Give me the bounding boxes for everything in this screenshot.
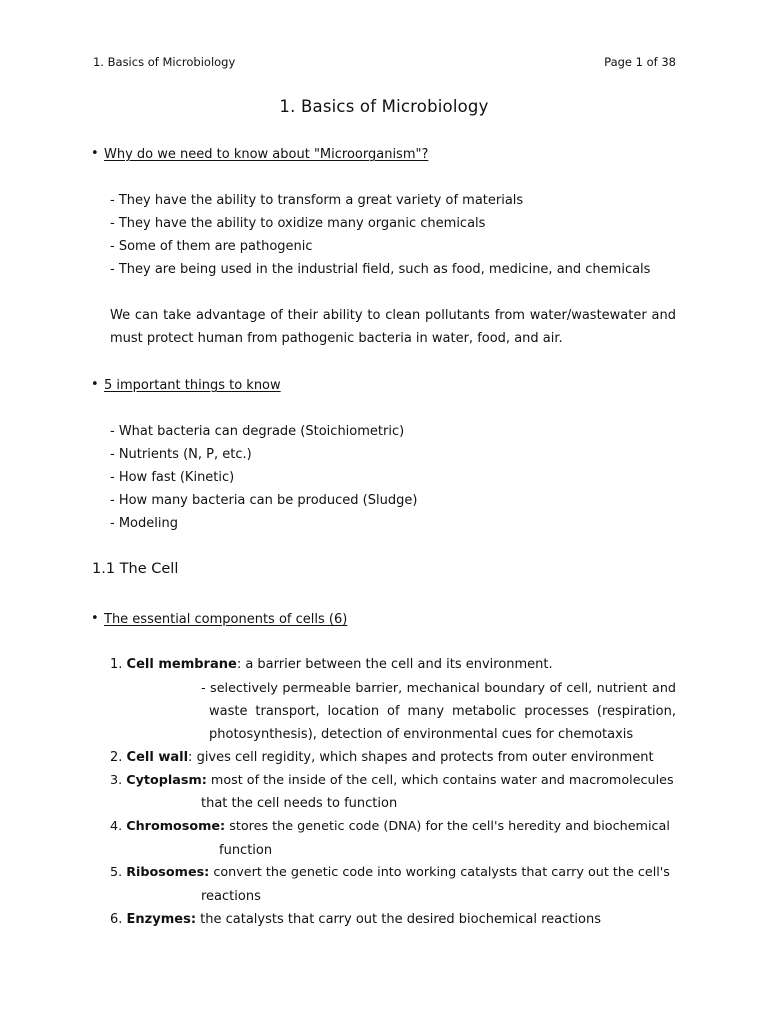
item-desc: gives cell regidity, which shapes and protects from outer environment [192,750,654,765]
item-continuation: reactions [201,889,261,904]
five-item: - What bacteria can degrade (Stoichiometric) [110,424,405,439]
five-item: - Nutrients (N, P, etc.) [110,447,252,462]
bullet-icon: • [91,377,99,392]
item-sub-line: waste transport, location of many metabolic processes (respiration, [209,704,676,719]
item-desc: most of the inside of the cell, which contains water and macromolecules [206,773,674,788]
item-desc: stores the genetic code (DNA) for the cell's heredity and biochemical [225,819,670,834]
component-item [110,772,674,789]
components-heading: The essential components of cells (6) [104,612,348,627]
item-desc: a barrier between the cell and its environment. [241,657,553,672]
five-heading: 5 important things to know [104,378,281,393]
why-heading: Why do we need to know about "Microorganism"? [104,147,429,162]
bullet-icon: • [91,611,99,626]
why-paragraph-line1: We can take advantage of their ability to clean pollutants from water/wastewater and [110,308,676,323]
item-continuation: that the cell needs to function [201,796,398,811]
item-term: Ribosomes: [126,865,210,880]
component-item [110,911,601,928]
five-item: - Modeling [110,516,178,531]
document-title: 1. Basics of Microbiology [279,97,489,116]
item-number: 1. [110,657,123,672]
running-header-title: 1. Basics of Microbiology [93,55,236,69]
item-term: Enzymes: [126,912,197,927]
why-item: - They have the ability to oxidize many organic chemicals [110,216,486,231]
item-desc: the catalysts that carry out the desired biochemical reactions [196,912,601,927]
item-sub-line: photosynthesis), detection of environmental cues for chemotaxis [209,727,634,742]
item-term: Cytoplasm: [126,773,207,788]
why-item: - Some of them are pathogenic [110,239,313,254]
item-term: Cell wall [126,750,189,765]
item-number: 4. [110,819,123,834]
item-continuation: function [219,843,273,858]
item-colon: : [188,750,193,765]
why-item: - They have the ability to transform a great variety of materials [110,193,524,208]
item-number: 6. [110,912,123,927]
bullet-icon: • [91,146,99,161]
item-number: 5. [110,865,123,880]
component-item [110,818,670,835]
item-desc: convert the genetic code into working catalysts that carry out the cell's [209,865,670,880]
why-paragraph-line2: must protect human from pathogenic bacteria in water, food, and air. [110,331,563,346]
section-heading: 1.1 The Cell [92,561,179,577]
page-number: Page 1 of 38 [604,55,676,69]
item-number: 3. [110,773,123,788]
five-item: - How many bacteria can be produced (Sludge) [110,493,418,508]
why-item: - They are being used in the industrial field, such as food, medicine, and chemicals [110,262,651,277]
component-item [110,864,670,881]
item-term: Chromosome: [126,819,226,834]
component-item [110,656,553,673]
item-colon: : [236,657,242,672]
item-number: 2. [110,750,123,765]
item-sub-line: - selectively permeable barrier, mechanical boundary of cell, nutrient and [201,681,676,696]
component-item [110,749,654,766]
item-term: Cell membrane [126,657,237,672]
five-item: - How fast (Kinetic) [110,470,235,485]
